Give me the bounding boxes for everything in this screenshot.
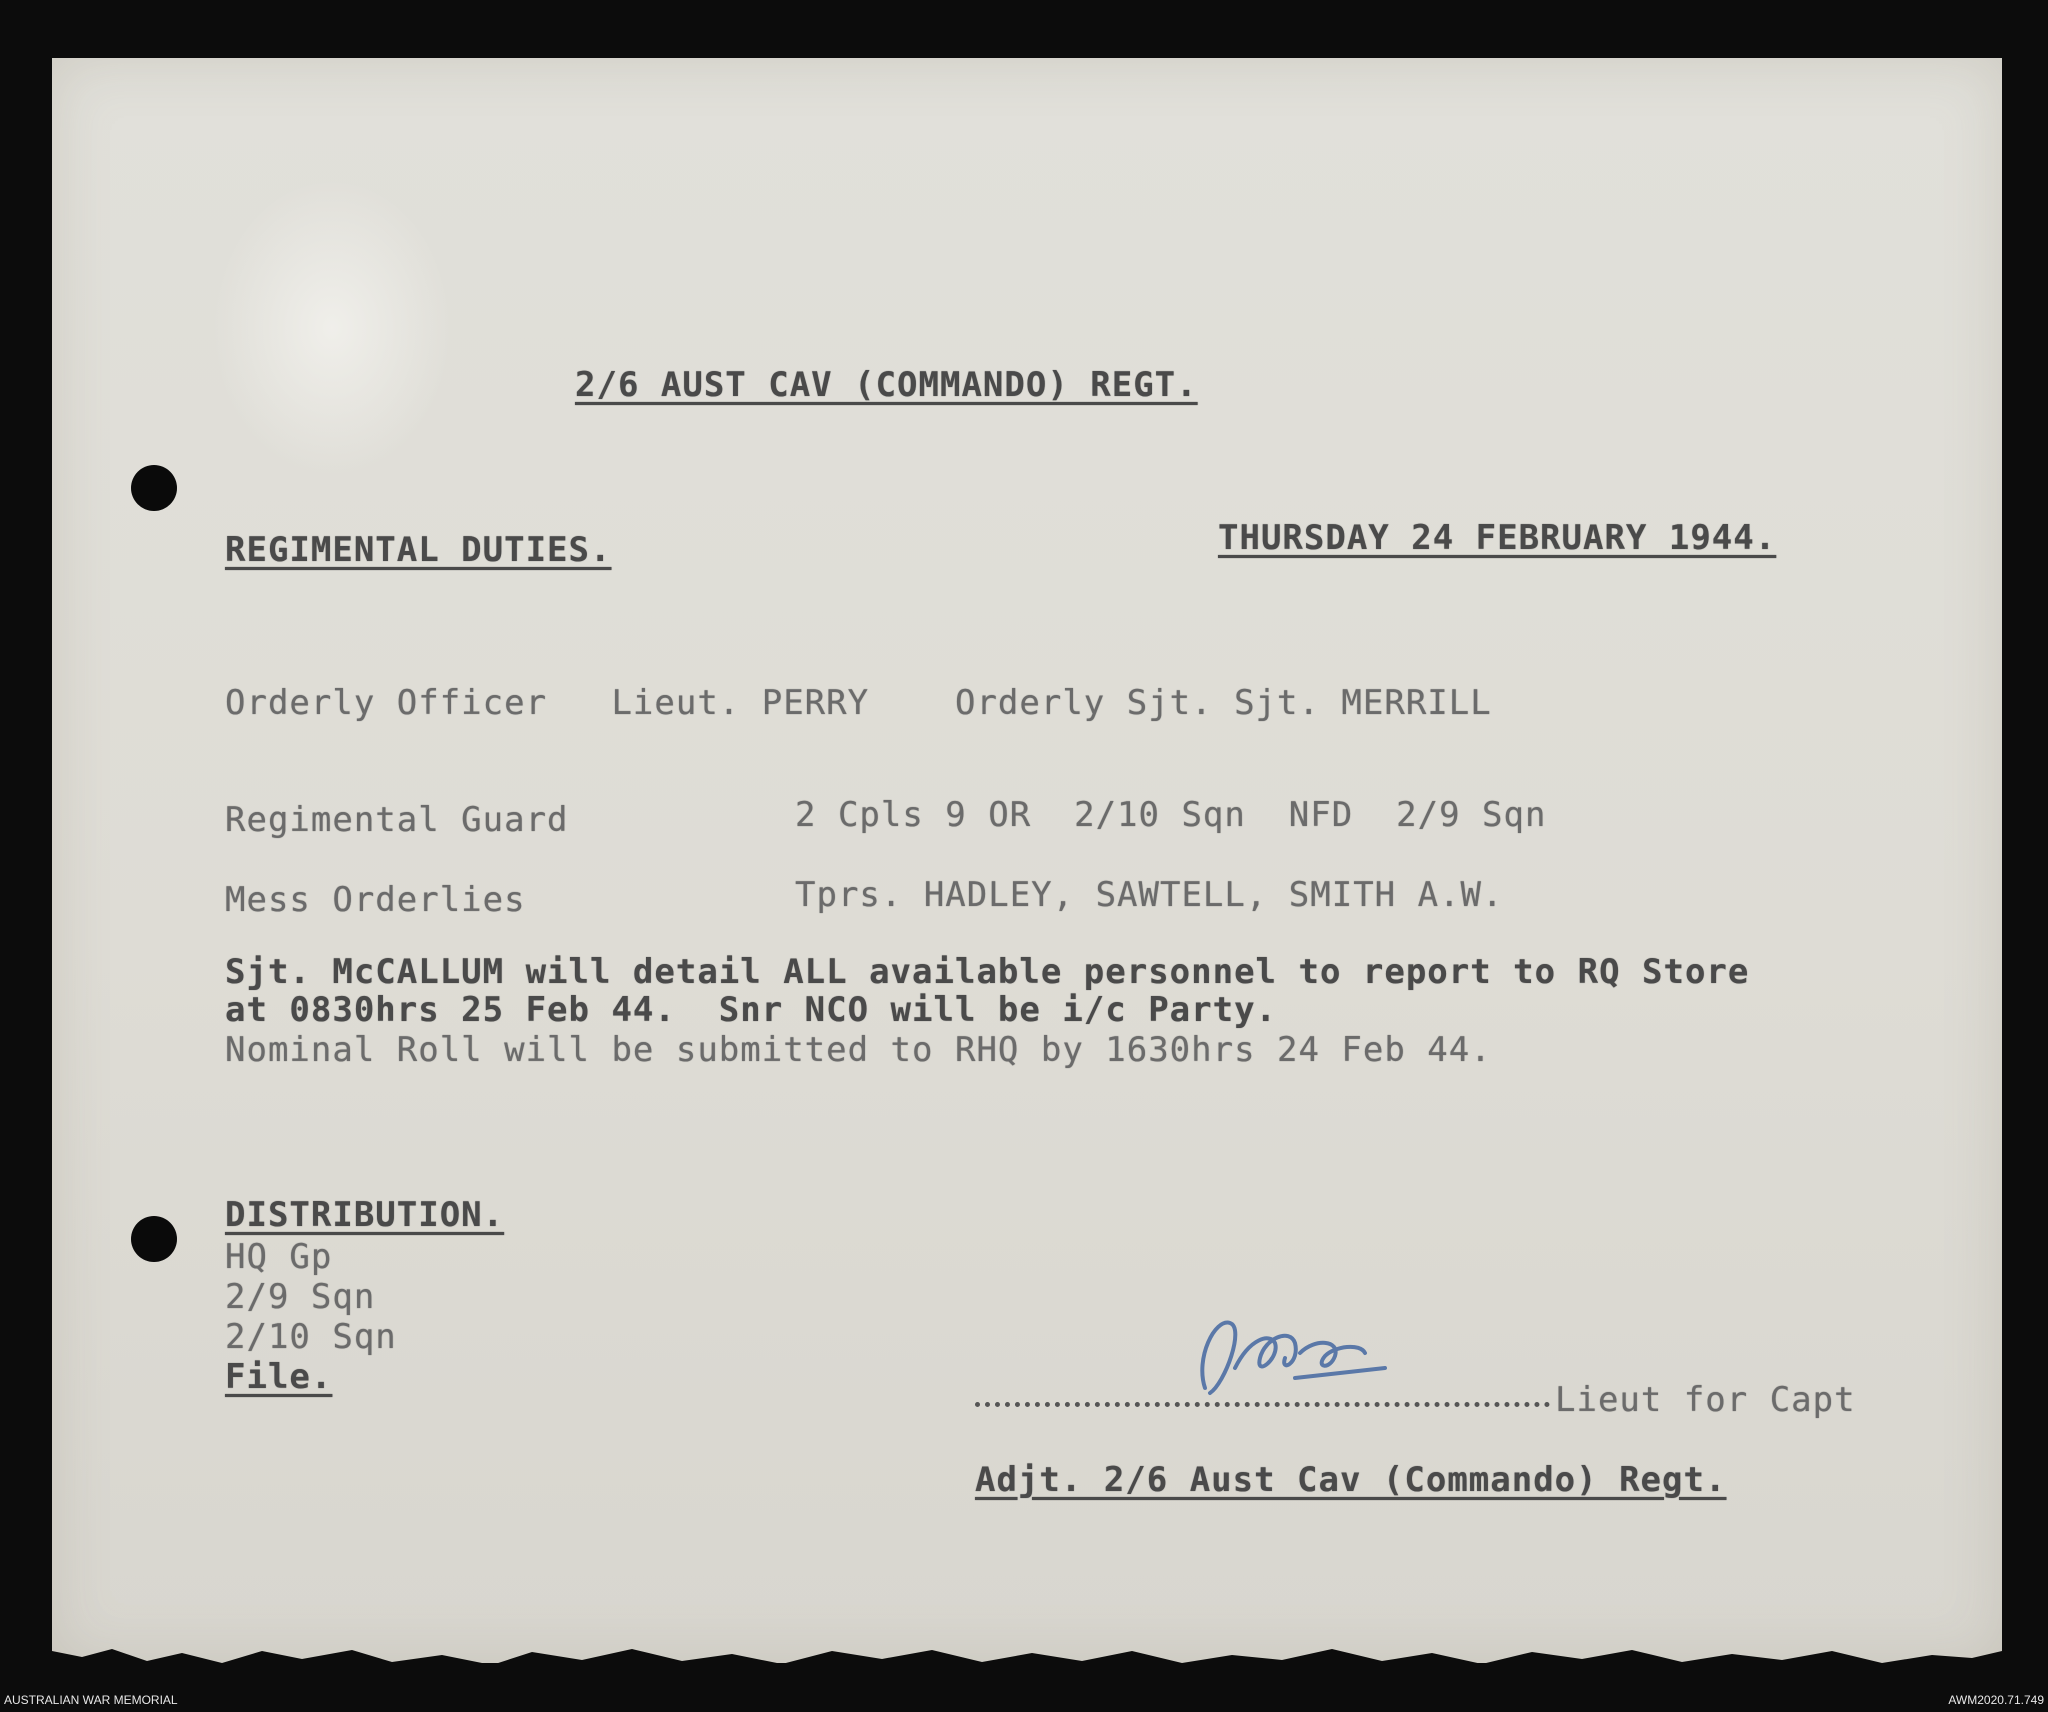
document-heading: 2/6 AUST CAV (COMMANDO) REGT. (575, 365, 1198, 405)
guard-label: Regimental Guard (225, 800, 569, 840)
mess-label: Mess Orderlies (225, 880, 526, 920)
distribution-title: DISTRIBUTION. (225, 1195, 505, 1235)
footer-right-id: AWM2020.71.749 (1948, 1693, 2044, 1707)
footer-left-credit: AUSTRALIAN WAR MEMORIAL (4, 1693, 178, 1707)
paper-stain (212, 178, 452, 478)
distribution-item: 2/9 Sqn (225, 1277, 376, 1317)
document-date: THURSDAY 24 FEBRUARY 1944. (1218, 518, 1777, 558)
instruction-line-3: Nominal Roll will be submitted to RHQ by 1630hrs 24 Feb 44. (225, 1030, 1492, 1070)
document-sheet (52, 58, 2002, 1663)
signature-dotted-line (975, 1402, 1550, 1407)
distribution-item: HQ Gp (225, 1237, 333, 1277)
signoff-text: Lieut for Capt (1555, 1380, 1856, 1420)
punch-hole-top (131, 465, 177, 511)
punch-hole-bottom (131, 1216, 177, 1262)
distribution-item: File. (225, 1357, 333, 1397)
section-title: REGIMENTAL DUTIES. (225, 530, 612, 570)
torn-bottom-edge (52, 1631, 2002, 1671)
instruction-line-2: at 0830hrs 25 Feb 44. Snr NCO will be i/c Party. (225, 990, 1278, 1030)
signature-block: Adjt. 2/6 Aust Cav (Commando) Regt. (975, 1460, 1727, 1500)
orderly-line: Orderly Officer Lieut. PERRY Orderly Sjt. Sjt. MERRILL (225, 683, 1492, 723)
guard-value: 2 Cpls 9 OR 2/10 Sqn NFD 2/9 Sqn (795, 795, 1547, 835)
instruction-line-1: Sjt. McCALLUM will detail ALL available personnel to report to RQ Store (225, 952, 1750, 992)
signature (1175, 1298, 1415, 1408)
mess-value: Tprs. HADLEY, SAWTELL, SMITH A.W. (795, 875, 1504, 915)
distribution-item: 2/10 Sqn (225, 1317, 397, 1357)
